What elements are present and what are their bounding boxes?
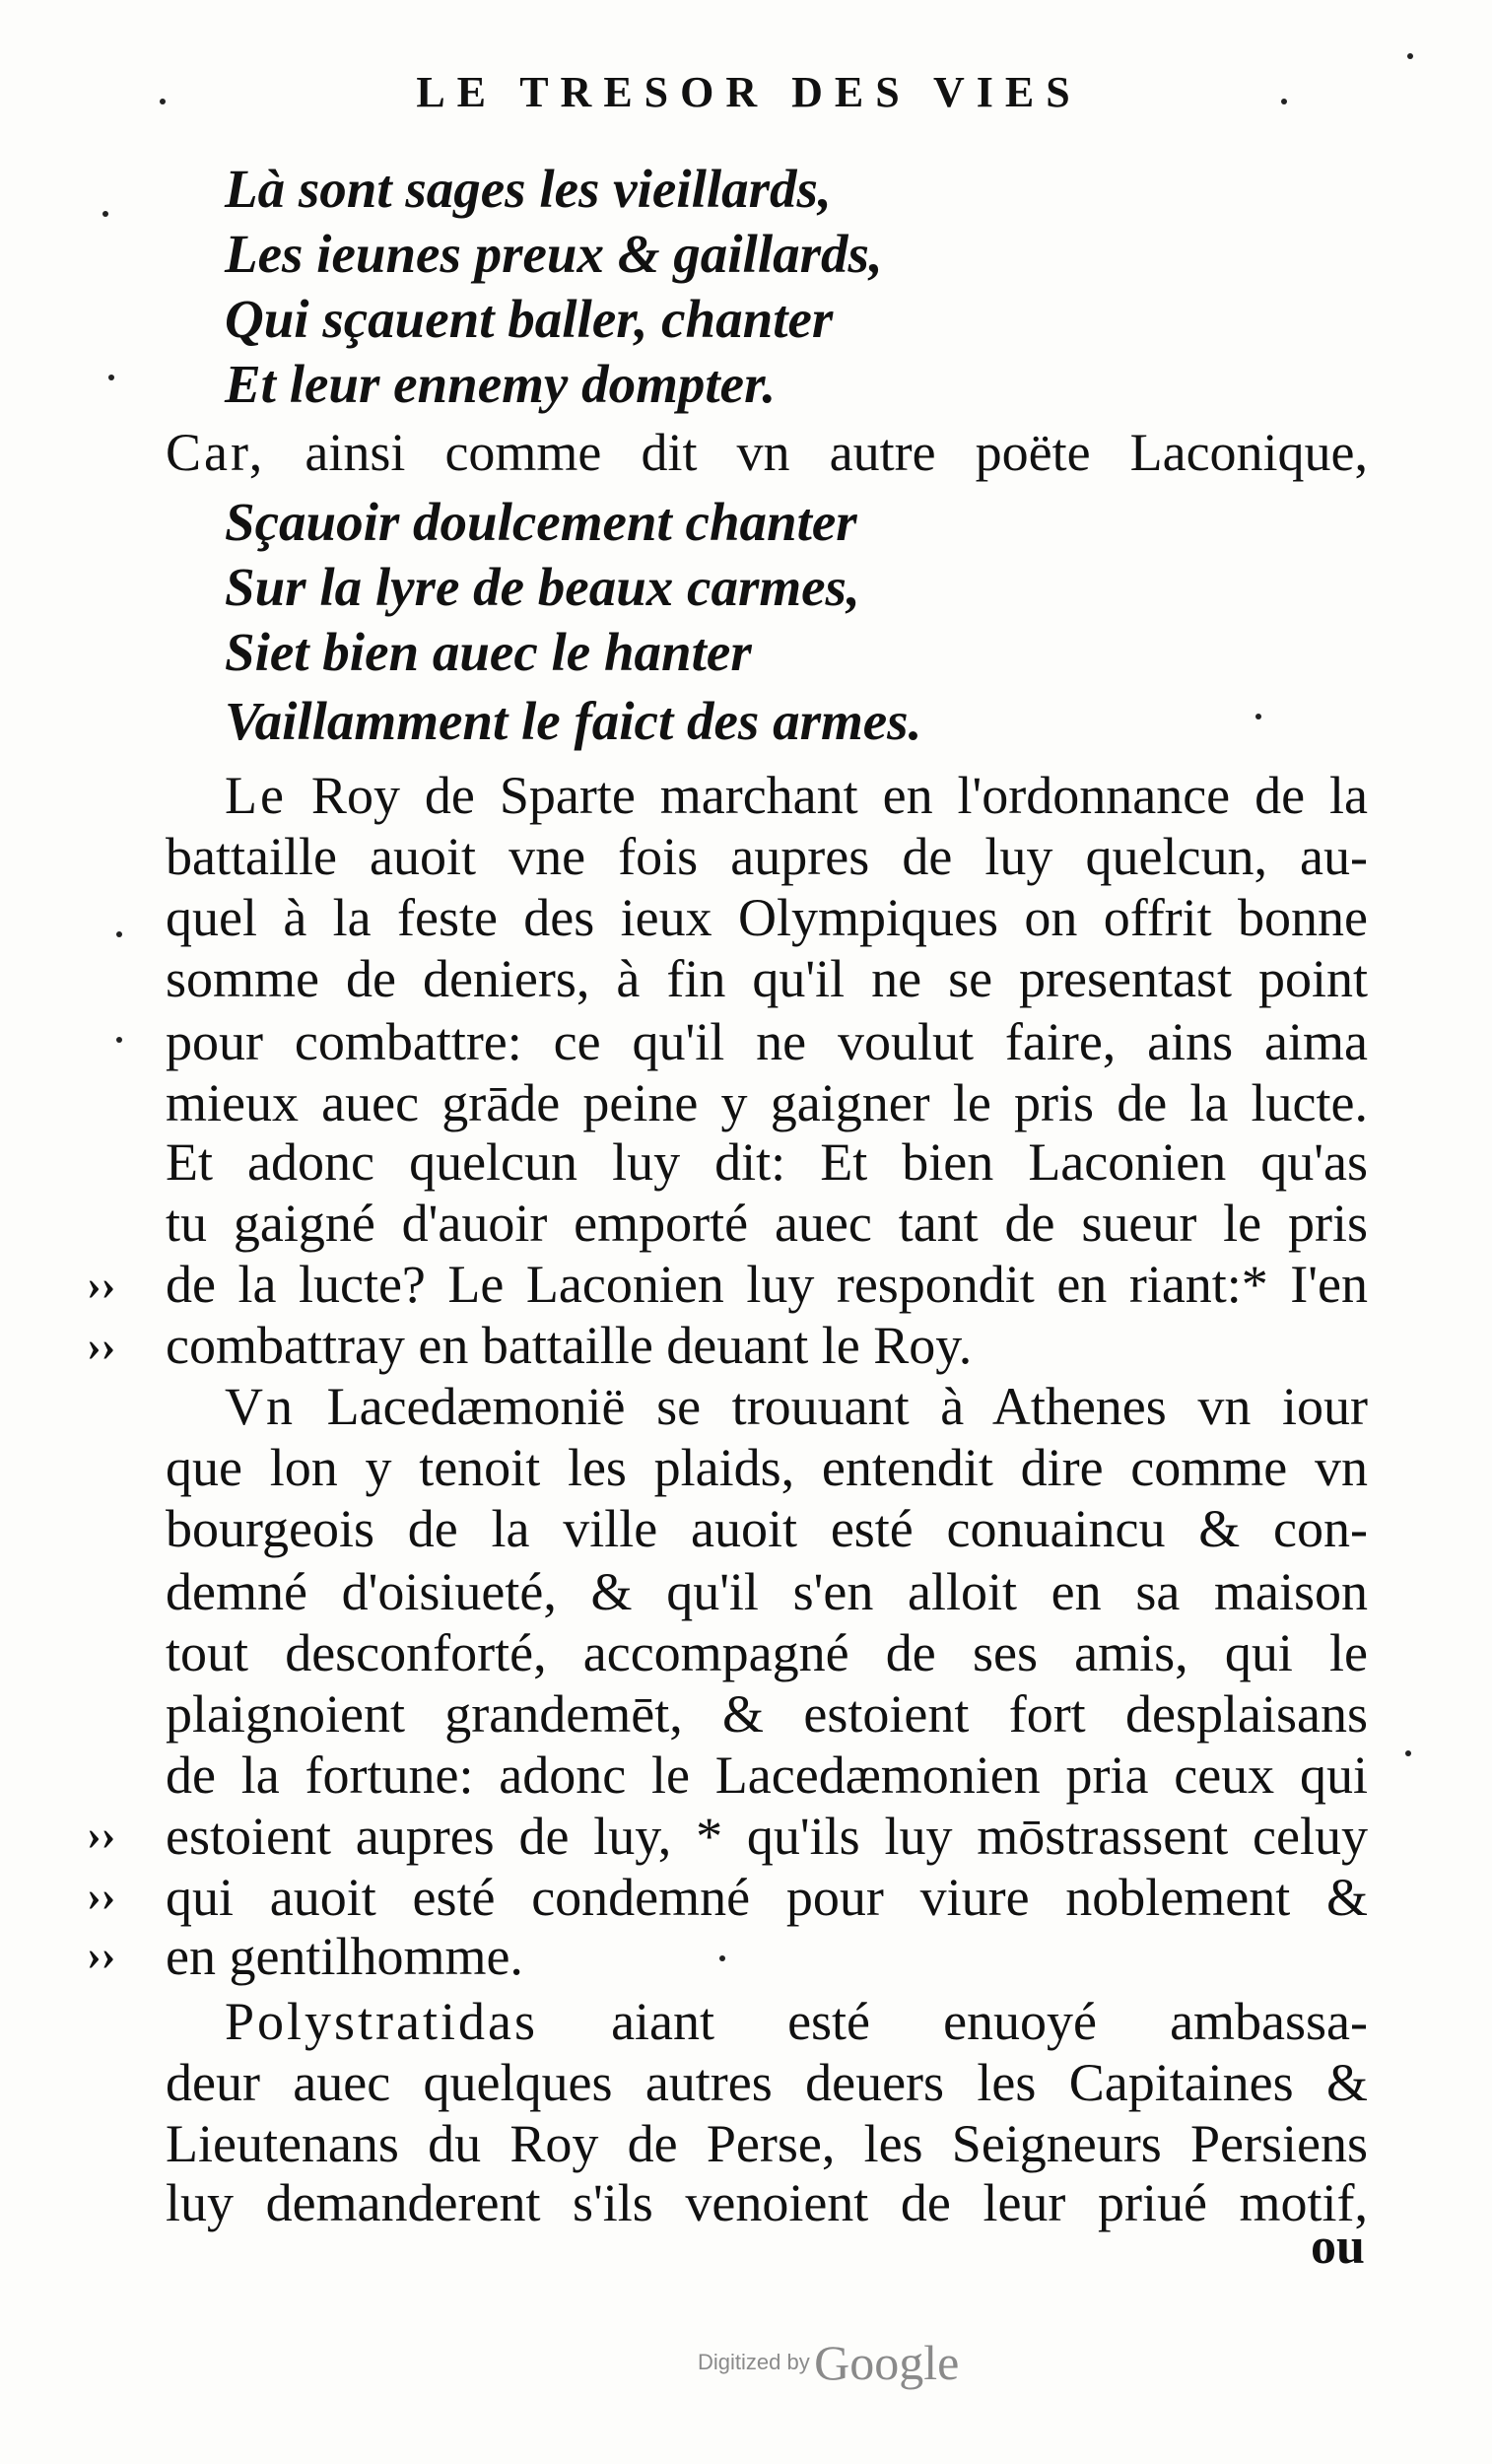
margin-quote-mark: ›› <box>87 1811 116 1859</box>
print-speck <box>719 1955 725 1961</box>
footer-prefix: Digitized by <box>698 2350 810 2374</box>
print-speck <box>108 375 114 380</box>
prose-line: quel à la feste des ieux Olympiques on offrit bonne <box>166 888 1368 947</box>
verse-line: Là sont sages les vieillards, <box>225 159 832 219</box>
prose-text: aiant esté enuoyé ambassa- <box>611 1992 1368 2051</box>
margin-quote-mark: ›› <box>87 1322 116 1370</box>
prose-line: mieux auec grāde peine y gaigner le pris de la lucte. <box>166 1073 1368 1132</box>
prose-line: en gentilhomme. <box>166 1927 523 1986</box>
prose-line: plaignoient grandemēt, & estoient fort desplaisans <box>166 1684 1368 1744</box>
print-speck <box>1281 99 1287 104</box>
prose-line: combattray en battaille deuant le Roy. <box>166 1316 973 1375</box>
prose-line: qui auoit esté condemné pour viure noblement & <box>166 1868 1368 1927</box>
digitization-footer <box>698 2334 959 2391</box>
paragraph-first-line <box>225 765 1368 826</box>
prose-line: de la lucte? Le Laconien luy respondit en riant:* I'en <box>166 1255 1368 1314</box>
margin-quote-mark: ›› <box>87 1872 116 1920</box>
prose-line: somme de deniers, à fin qu'il ne se presentast point <box>166 949 1368 1008</box>
prose-line: tout desconforté, accompagné de ses amis, qui le <box>166 1623 1368 1682</box>
print-speck <box>1405 1750 1411 1756</box>
margin-quote-mark: ›› <box>87 1261 116 1309</box>
print-speck <box>160 99 166 104</box>
print-speck <box>116 1037 122 1043</box>
prose-line: luy demanderent s'ils venoient de leur priué motif, <box>166 2173 1368 2232</box>
prose-line: tu gaigné d'auoir emporté auec tant de sueur le pris <box>166 1194 1368 1253</box>
print-speck <box>1407 53 1413 59</box>
prose-line: Lieutenans du Roy de Perse, les Seigneurs Persiens <box>166 2114 1368 2173</box>
prose-text: ainsi comme dit vn autre poëte Laconique, <box>305 423 1369 482</box>
paragraph-first-line <box>225 1991 1368 2052</box>
prose-line: pour combattre: ce qu'il ne voulut faire, ains aima <box>166 1012 1368 1071</box>
prose-line: Et adonc quelcun luy dit: Et bien Laconien qu'as <box>166 1132 1368 1192</box>
verse-line: Sçauoir doulcement chanter <box>225 492 857 552</box>
verse-line: Et leur ennemy dompter. <box>225 354 777 414</box>
prose-text: Roy de Sparte marchant en l'ordonnance de la <box>310 766 1369 825</box>
margin-quote-mark: ›› <box>87 1931 116 1979</box>
prose-line: de la fortune: adonc le Lacedæmonien pria ceux qui <box>166 1745 1368 1805</box>
print-speck <box>116 931 122 937</box>
small-caps-initial: Vn <box>225 1377 296 1436</box>
prose-line <box>166 422 1368 483</box>
prose-line: battaille auoit vne fois aupres de luy quelcun, au- <box>166 827 1368 886</box>
paragraph-first-line <box>225 1376 1368 1437</box>
prose-line: estoient aupres de luy, * qu'ils luy mōstrassent celuy <box>166 1807 1368 1866</box>
verse-line: Qui sçauent baller, chanter <box>225 289 834 349</box>
running-head: LE TRESOR DES VIES <box>416 68 1082 116</box>
verse-line: Siet bien auec le hanter <box>225 622 752 682</box>
print-speck <box>1255 714 1261 719</box>
prose-line: demné d'oisiueté, & qu'il s'en alloit en sa maison <box>166 1562 1368 1621</box>
small-caps-initial: Le <box>225 766 287 825</box>
verse-line: Sur la lyre de beaux carmes, <box>225 557 860 617</box>
verse-line: Les ieunes preux & gaillards, <box>225 224 883 284</box>
prose-line: que lon y tenoit les plaids, entendit dire comme vn <box>166 1438 1368 1497</box>
print-speck <box>102 211 108 217</box>
verse-line: Vaillamment le faict des armes. <box>225 691 922 751</box>
catchword: ou <box>1311 2219 1365 2275</box>
prose-line: bourgeois de la ville auoit esté conuaincu & con- <box>166 1499 1368 1558</box>
prose-text: Lacedæmonië se trouuant à Athenes vn iour <box>326 1377 1368 1436</box>
small-caps-initial: Car, <box>166 423 266 482</box>
prose-line: deur auec quelques autres deuers les Capitaines & <box>166 2053 1368 2112</box>
small-caps-initial: Polystratidas <box>225 1992 538 2051</box>
footer-brand: Google <box>814 2335 960 2390</box>
